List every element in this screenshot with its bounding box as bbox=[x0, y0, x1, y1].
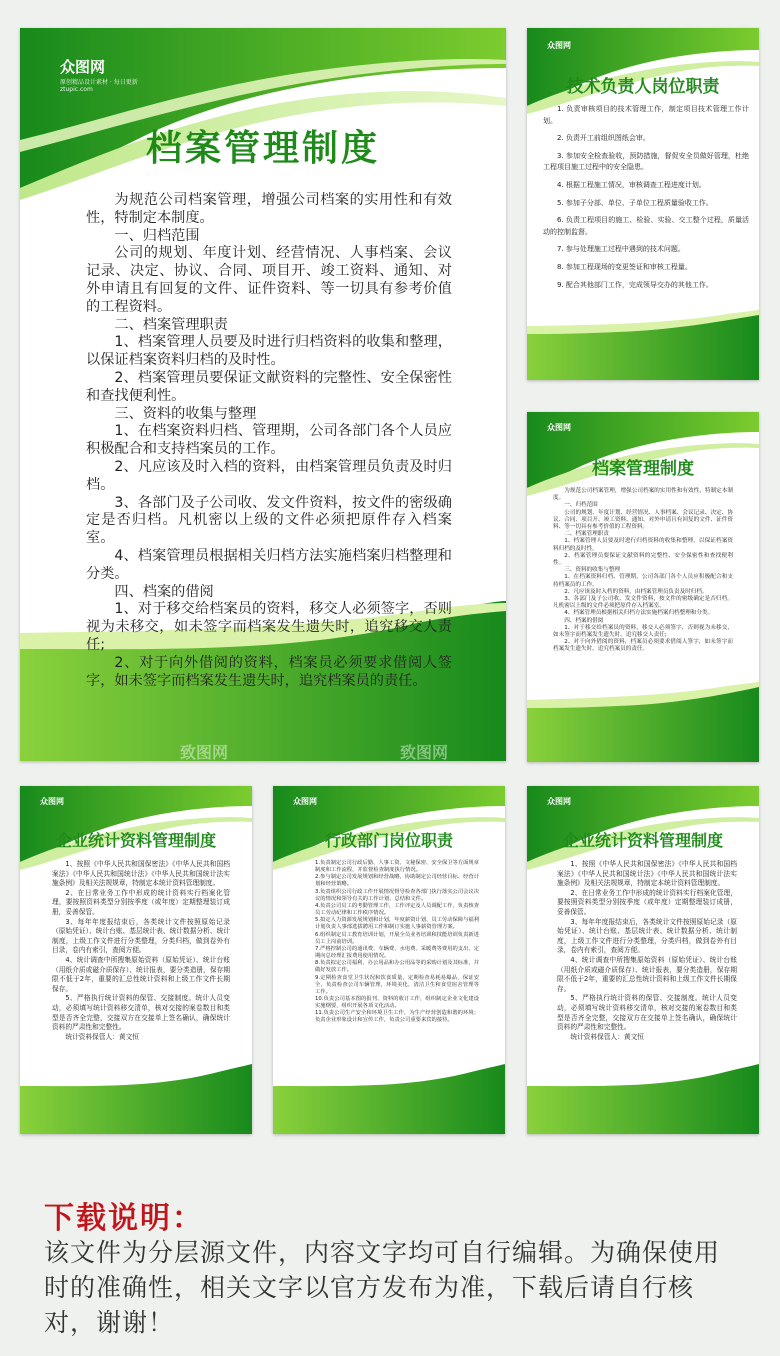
tech-poster bbox=[527, 28, 759, 380]
body-paragraph: 公司的规划、年度计划、经营情况、人事档案、会议记录、决定、协议、合同、项目开、竣工资料、通知、对外申请且有回复的文件、证件资料、等一切具有参考价值的工程资料。 bbox=[86, 245, 452, 315]
body-paragraph: 6.组织制定员工教育培训计划，开展全员业务培训和技能培训负责新进员工上岗前培训。 bbox=[315, 931, 479, 945]
logo-tagline: 原创精品设计素材 · 每日更新 bbox=[60, 79, 138, 86]
admin-poster bbox=[273, 786, 505, 1134]
body-paragraph: 4、统计调查中所搜集原始资料（原始凭证）、统计台账（用纸介质或磁介质保存）、统计报表，要分类造册，保存期限不低于2年，重要的汇总性统计资料和上级工作文件长期保存。 bbox=[557, 955, 737, 993]
watermark: 致图网 bbox=[400, 743, 449, 762]
body-paragraph: 7. 参与处理施工过程中遇到的技术问题。 bbox=[557, 245, 685, 254]
body-paragraph: 1、档案管理人员要及时进行归档资料的收集和整理，以保证档案资料归档的及时性。 bbox=[86, 334, 452, 369]
archive-poster-small bbox=[527, 412, 759, 762]
download-note-text: 该文件为分层源文件，内容文字均可自行编辑。为确保使用时的准确性，相关文字以官方发布为准，下载后请自行核对，谢谢！ bbox=[44, 1238, 721, 1337]
poster-body-text bbox=[86, 192, 452, 689]
body-paragraph: 11.负责公司生产安全和环境卫生工作，为生产经营创造和谐的环境；负责企业形象设计和宣传工作，负责公司重要来宾的接待。 bbox=[315, 1010, 479, 1024]
body-paragraph: 10.负责公司基本图的报刊、资料的收订工作，组织制定企业文化建设实施纲要，组织开展各项文化活动。 bbox=[315, 995, 479, 1010]
main-poster bbox=[20, 28, 506, 761]
body-paragraph: 5. 参加子分部、单位、子单位工程质量验收工作。 bbox=[557, 198, 713, 207]
body-paragraph: 2、对于向外借阅的资料，档案员必须要求借阅人签字，如未签字而档案发生遗失时，追究档案员的责任。 bbox=[553, 639, 733, 653]
body-paragraph: 3.负责组织公司行政工作开展情况督导检查各部门执行落实公司会议决议的情况和领导有关的工作计划、总结和文件。 bbox=[315, 888, 479, 902]
body-paragraph: 8. 参加工程现场的变更签证和审核工程量。 bbox=[557, 262, 692, 271]
brand-logo bbox=[547, 422, 571, 433]
stats-poster-left bbox=[20, 786, 252, 1134]
body-paragraph: 1、按照《中华人民共和国保密法》《中华人民共和国档案法》《中华人民共和国统计法》《中华人民共和国统计法实施条例》及相关法规规章，特制定本统计资料管理制度。 bbox=[557, 860, 737, 888]
body-paragraph: 1、档案管理人员要及时进行归档资料的收集和整理，以保证档案资料归档的及时性。 bbox=[553, 538, 733, 552]
brand-logo bbox=[40, 796, 64, 807]
body-paragraph: 5.拟定人力资源发展规划和计划，年度薪资计划、员工劳动保障与福利计划负责人事部选拔聘用工作和制订实施人事薪资管理方案。 bbox=[315, 917, 479, 931]
body-paragraph: 6. 负责工程项目的施工、检验、实验、交工整个过程，质量活动的控制监督。 bbox=[543, 216, 749, 236]
poster-body-text bbox=[553, 488, 733, 716]
body-paragraph: 四、档案的借阅 bbox=[114, 583, 214, 600]
body-paragraph: 1、按照《中华人民共和国保密法》《中华人民共和国档案法》《中华人民共和国统计法》《中华人民共和国统计法实施条例》及相关法规规章，特制定本统计资料管理制度。 bbox=[52, 860, 230, 888]
body-paragraph: 统计资料保管人：黄文恒 bbox=[570, 1032, 644, 1041]
body-paragraph: 一、归档范围 bbox=[114, 227, 200, 244]
poster-body-text bbox=[315, 860, 479, 1088]
poster-title: 档案管理制度 bbox=[592, 459, 694, 479]
body-paragraph: 三、资料的收集与整理 bbox=[564, 567, 621, 574]
body-paragraph: 3、各部门及子公司收、发文件资料，按文件的密级确定是否归档。凡机密以上级的文件必须把原件存入档案室。 bbox=[553, 596, 733, 610]
body-paragraph: 7.严格控制公司的通讯费、车辆费、水电费、采暖费等费用的支出，定期向总经理汇报费用使用情况。 bbox=[315, 945, 479, 960]
body-paragraph: 4、档案管理员根据相关归档方法实施档案归档整理和分类。 bbox=[86, 547, 452, 582]
body-paragraph: 统计资料保管人：黄文恒 bbox=[65, 1032, 139, 1041]
logo-name: 众图网 bbox=[547, 797, 571, 806]
body-paragraph: 9. 配合其他部门工作，完成领导交办的其他工作。 bbox=[557, 280, 713, 289]
body-paragraph: 2. 负责开工前组织图纸会审。 bbox=[557, 134, 650, 143]
poster-title: 企业统计资料管理制度 bbox=[562, 831, 723, 850]
body-paragraph: 3、每年年度报结束后，各类统计文件按照原始记录（原始凭证）、统计台账、基层统计表、统计数据分析、统计制度，上级工作文件进行分类整理，分类归档，做到卷外有目录，卷内有索引，查阅方便。 bbox=[52, 917, 230, 955]
body-paragraph: 1. 负责审核项目的技术管理工作，制定项目技术管理工作计划。 bbox=[543, 105, 749, 125]
body-paragraph: 4、档案管理员根据相关归档方法实施档案归档整理和分类。 bbox=[564, 610, 714, 617]
body-paragraph: 3、各部门及子公司收、发文件资料，按文件的密级确定是否归档。凡机密以上级的文件必须把原件存入档案室。 bbox=[86, 494, 452, 547]
body-paragraph: 四、档案的借阅 bbox=[564, 617, 604, 624]
body-paragraph: 1、对于移交给档案员的资料，移交人必须签字，否则视为未移交，如未签字而档案发生遗失时，追究移交人责任; bbox=[553, 624, 733, 639]
logo-name: 众图网 bbox=[60, 58, 106, 76]
body-paragraph: 2、对于向外借阅的资料，档案员必须要求借阅人签字，如未签字而档案发生遗失时，追究档案员的责任。 bbox=[86, 654, 452, 689]
body-paragraph: 为规范公司档案管理，增强公司档案的实用性和有效性，特制定本制度。 bbox=[86, 192, 452, 226]
body-paragraph: 2、档案管理员要保证文献资料的完整性、安全保密性和查找便利性。 bbox=[553, 552, 733, 567]
body-paragraph: 3. 参加安全检查验收，预防措施，督促安全员做好管理，杜绝工程项目施工过程中的安全隐患。 bbox=[543, 151, 749, 172]
body-paragraph: 1、在档案资料归档、管理期，公司各部门各个人员应积极配合和支持档案员的工作。 bbox=[553, 574, 733, 588]
poster-title: 行政部门岗位职责 bbox=[324, 831, 453, 850]
body-paragraph: 1、对于移交给档案员的资料，移交人必须签字，否则视为未移交，如未签字而档案发生遗失时，追究移交人责任; bbox=[86, 601, 452, 653]
body-paragraph: 1.负责制定公司行政后勤、人事工资、文秘保密、安全保卫等方面规章制度和工作流程，并监督检查制度执行情况。 bbox=[315, 860, 479, 874]
body-paragraph: 4.负责公司员工的考勤管理工作，工作评定及人员调配工作，负责核查员工劳动纪律和工作秩序情况。 bbox=[315, 902, 479, 917]
body-paragraph: 2、档案管理员要保证文献资料的完整性、安全保密性和查找便利性。 bbox=[86, 369, 452, 404]
download-note-title: 下载说明： bbox=[44, 1201, 204, 1236]
body-paragraph: 2、在日常业务工作中形成的统计资料实行档案化管理，要按照资料类型分别按季度（或年度）定期整理装订成册，妥善保管。 bbox=[52, 888, 230, 916]
stats-poster-right bbox=[527, 786, 759, 1134]
body-paragraph: 5、严格执行统计资料的保管、交接制度。统计人员变动，必须填写统计资料移交清单，核对交接的案卷数目和类型是否齐全完整，交接双方在交接单上签名确认，确保统计资料的严肃性和完整性。 bbox=[52, 994, 230, 1032]
logo-name: 众图网 bbox=[547, 41, 571, 50]
body-paragraph: 公司的规划、年度计划、经营情况、人事档案、会议记录、决定、协议、合同、项目开、竣工资料、通知、对外申请且有回复的文件、证件资料、等一切具有参考价值的工程资料。 bbox=[553, 509, 733, 531]
body-paragraph: 9.定期检查食堂卫生状况和饮食质量，定期检查易耗易爆品，保证安全，负责检查公司车辆管理，环境美化，清洁卫生和食堂宿舍管理等工作。 bbox=[315, 974, 479, 995]
body-paragraph: 二、档案管理职责 bbox=[564, 531, 609, 538]
poster-body-text bbox=[543, 104, 749, 326]
body-paragraph: 4、统计调查中所搜集原始资料（原始凭证）、统计台账（用纸介质或磁介质保存）、统计报表，要分类造册，保存期限不低于2年，重要的汇总性统计资料和上级工作文件长期保存。 bbox=[52, 955, 230, 993]
body-paragraph: 4. 根据工程施工情况，审核调查工程进度计划。 bbox=[557, 180, 706, 189]
body-paragraph: 1、在档案资料归档、管理期，公司各部门各个人员应积极配合和支持档案员的工作。 bbox=[86, 423, 452, 458]
body-paragraph: 2、凡应该及时入档的资料，由档案管理员负责及时归档。 bbox=[86, 458, 452, 493]
body-paragraph: 2、凡应该及时入档的资料，由档案管理员负责及时归档。 bbox=[564, 588, 708, 595]
logo-name: 众图网 bbox=[40, 797, 64, 806]
body-paragraph: 3、每年年度报结束后，各类统计文件按照原始记录（原始凭证）、统计台账、基层统计表、统计数据分析、统计制度，上级工作文件进行分类整理，分类归档，做到卷外有目录，卷内有索引，查阅方便。 bbox=[557, 917, 737, 955]
poster-title: 档案管理制度 bbox=[145, 128, 380, 169]
body-paragraph: 2.参与制定公司发展规划和经营战略，协助制定公司经营目标、经营计划和经营策略。 bbox=[315, 874, 479, 888]
body-paragraph: 2、在日常业务工作中形成的统计资料实行档案化管理，要按照资料类型分别按季度（或年度）定期整理装订成册，妥善保管。 bbox=[557, 888, 737, 916]
body-paragraph: 为规范公司档案管理，增强公司档案的实用性和有效性，特制定本制度。 bbox=[553, 488, 733, 502]
body-paragraph: 5、严格执行统计资料的保管、交接制度。统计人员变动，必须填写统计资料移交清单，核对交接的案卷数目和类型是否齐全完整，交接双方在交接单上签名确认，确保统计资料的严肃性和完整性。 bbox=[557, 994, 737, 1032]
poster-body-text bbox=[52, 860, 230, 1082]
brand-logo bbox=[293, 796, 317, 807]
poster-title: 企业统计资料管理制度 bbox=[55, 831, 216, 850]
logo-name: 众图网 bbox=[293, 797, 317, 806]
body-paragraph: 三、资料的收集与整理 bbox=[114, 405, 257, 422]
brand-logo bbox=[547, 796, 571, 807]
logo-name: 众图网 bbox=[547, 423, 571, 432]
watermark: 致图网 bbox=[180, 743, 229, 762]
body-paragraph: 二、档案管理职责 bbox=[114, 316, 228, 333]
brand-logo bbox=[60, 56, 138, 93]
body-paragraph: 8.负责拟定公司福利、办公用品和办公用品等的采购计划及其标准，并做好发放工作。 bbox=[315, 960, 479, 974]
body-paragraph: 一、归档范围 bbox=[564, 502, 598, 509]
brand-logo bbox=[547, 40, 571, 51]
poster-body-text bbox=[557, 860, 737, 1082]
logo-url: ztupic.com bbox=[60, 86, 93, 93]
poster-title: 技术负责人岗位职责 bbox=[566, 77, 720, 97]
